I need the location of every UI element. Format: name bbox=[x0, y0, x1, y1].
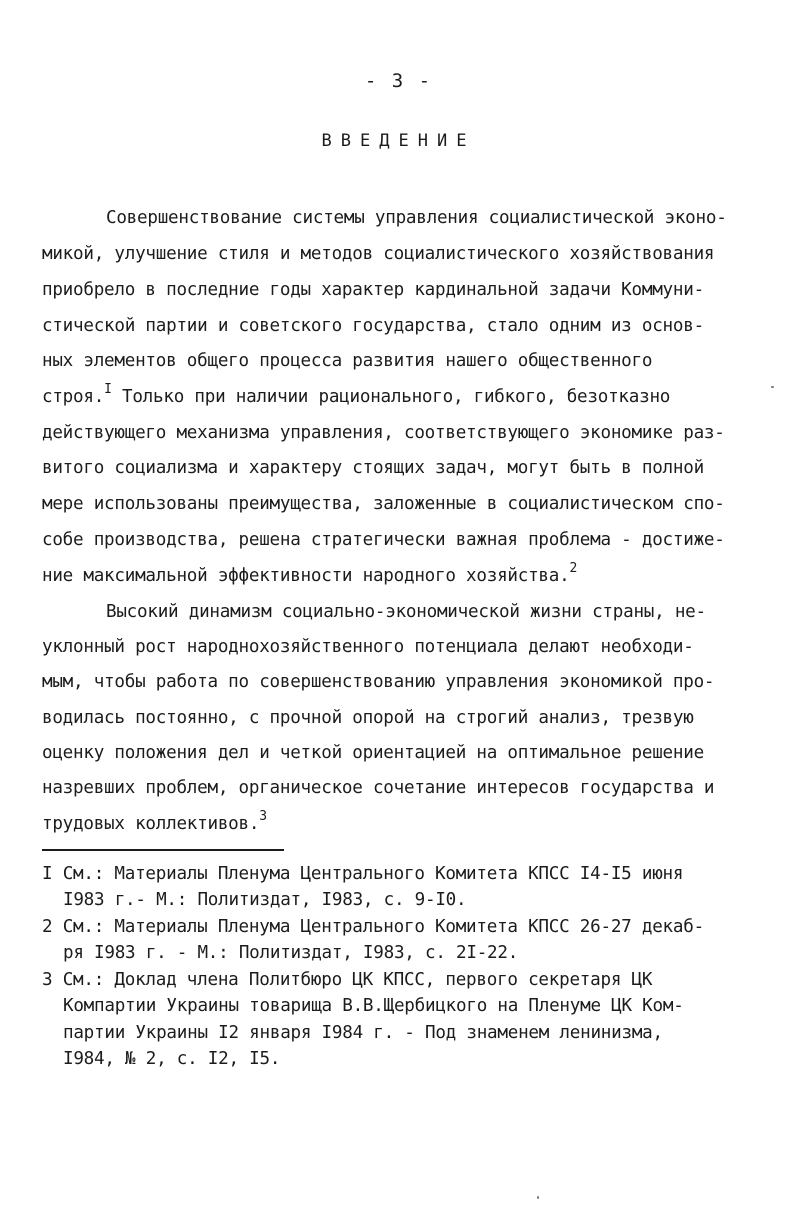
body-line: мым, чтобы работа по совершенствованию управления экономикой про- bbox=[42, 672, 715, 692]
footnote-ref: 2 bbox=[569, 561, 578, 576]
footnote-line bbox=[42, 968, 652, 992]
body-line: действующего механизма управления, соответствующего экономике раз- bbox=[42, 423, 725, 443]
page-number: - 3 - bbox=[364, 70, 433, 92]
body-line: витого социализма и характеру стоящих задач, могут быть в полной bbox=[42, 458, 704, 478]
body-line: приобрело в последние годы характер кардинальной задачи Коммуни- bbox=[42, 280, 704, 300]
footnote-ref: I bbox=[104, 382, 112, 397]
body-line bbox=[42, 809, 267, 838]
page-heading: ВВЕДЕНИЕ bbox=[321, 131, 476, 151]
body-line: микой, улучшение стиля и методов социалистического хозяйствования bbox=[42, 244, 715, 264]
scan-speck bbox=[537, 1196, 539, 1199]
footnote-number: I bbox=[42, 864, 53, 884]
body-line bbox=[42, 382, 671, 411]
body-line: мере использованы преимущества, заложенные в социалистическом спо- bbox=[42, 494, 725, 514]
body-line bbox=[42, 561, 578, 590]
footnote-line bbox=[42, 862, 683, 886]
body-text: строя. bbox=[42, 387, 105, 407]
body-text: Только при наличии рационального, гибкого, безотказно bbox=[121, 387, 671, 407]
body-line: Совершенствование системы управления социалистической эконо- bbox=[106, 208, 727, 228]
body-text: трудовых коллективов. bbox=[42, 814, 260, 834]
footnote-line: I984, № 2, с. I2, I5. bbox=[63, 1049, 281, 1069]
footnote-text: См.: Материалы Пленума Центрального Комитета КПСС I4-I5 июня bbox=[62, 864, 684, 884]
footnote-number: 2 bbox=[42, 917, 53, 937]
body-line: водилась постоянно, с прочной опорой на строгий анализ, трезвую bbox=[42, 708, 694, 728]
body-line: уклонный рост народнохозяйственного потенциала делают необходи- bbox=[42, 637, 694, 657]
body-line: Высокий динамизм социально-экономической жизни страны, не- bbox=[106, 602, 706, 622]
body-line: собе производства, решена стратегически важная проблема - достиже- bbox=[42, 530, 725, 550]
footnote-line: Компартии Украины товарища В.В.Щербицкого на Пленуме ЦК Ком- bbox=[63, 996, 684, 1016]
body-line: ных элементов общего процесса развития нашего общественного bbox=[42, 351, 653, 371]
body-line: стической партии и советского государства, стало одним из основ- bbox=[42, 316, 704, 336]
footnote-line bbox=[42, 915, 704, 939]
scan-speck bbox=[771, 386, 774, 388]
footnote-line: партии Украины I2 января I984 г. - Под знаменем ленинизма, bbox=[63, 1023, 663, 1043]
footnote-number: 3 bbox=[42, 970, 53, 990]
footnote-line: I983 г.- М.: Политиздат, I983, с. 9-I0. bbox=[63, 890, 467, 910]
footnote-line: ря I983 г. - М.: Политиздат, I983, с. 2I-22. bbox=[63, 943, 519, 963]
body-line: назревших проблем, органическое сочетание интересов государства и bbox=[42, 778, 715, 798]
footnote-text: См.: Доклад члена Политбюро ЦК КПСС, первого секретаря ЦК bbox=[62, 970, 653, 990]
footnote-separator bbox=[42, 849, 284, 851]
body-text: ние максимальной эффективности народного хозяйства. bbox=[42, 566, 570, 586]
body-line: оценку положения дел и четкой ориентацией на оптимальное решение bbox=[42, 743, 704, 763]
footnote-text: См.: Материалы Пленума Центрального Комитета КПСС 26-27 декаб- bbox=[62, 917, 704, 937]
footnote-ref: 3 bbox=[259, 809, 267, 824]
